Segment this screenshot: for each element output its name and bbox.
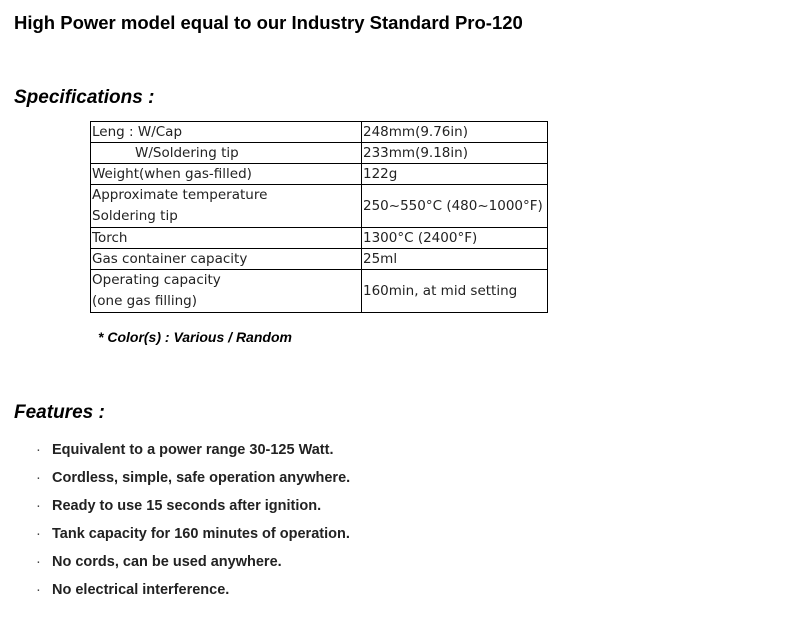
spec-value: 250~550°C (480~1000°F) — [362, 185, 548, 228]
bullet-icon: · — [36, 554, 41, 570]
spec-row-weight — [91, 164, 548, 185]
feature-item — [36, 470, 350, 498]
bullet-icon: · — [36, 526, 41, 542]
spec-label-line: Approximate temperature — [92, 187, 268, 203]
feature-text: No cords, can be used anywhere. — [52, 554, 282, 570]
feature-text: Tank capacity for 160 minutes of operation. — [52, 526, 350, 542]
bullet-icon: · — [36, 442, 41, 458]
spec-label-line: (one gas filling) — [92, 293, 197, 309]
specifications-title: Specifications : — [14, 87, 155, 108]
spec-label: Gas container capacity — [91, 249, 362, 270]
spec-row-gas-capacity — [91, 249, 548, 270]
feature-text: No electrical interference. — [52, 582, 230, 598]
bullet-icon: · — [36, 498, 41, 514]
spec-label — [91, 270, 362, 313]
features-list — [36, 442, 350, 610]
feature-text: Equivalent to a power range 30-125 Watt. — [52, 442, 334, 458]
spec-label: Torch — [91, 228, 362, 249]
color-note: * Color(s) : Various / Random — [98, 329, 292, 345]
spec-row-operating-capacity — [91, 270, 548, 313]
spec-label: Leng : W/Cap — [91, 122, 362, 143]
feature-item — [36, 582, 350, 610]
feature-text: Cordless, simple, safe operation anywhere. — [52, 470, 351, 486]
spec-row-length-cap — [91, 122, 548, 143]
spec-label-line: Operating capacity — [92, 272, 221, 288]
spec-label: Weight(when gas-filled) — [91, 164, 362, 185]
spec-value: 25ml — [362, 249, 548, 270]
spec-label: W/Soldering tip — [91, 143, 362, 164]
feature-item — [36, 526, 350, 554]
specifications-table — [90, 121, 548, 313]
spec-label — [91, 185, 362, 228]
spec-value: 233mm(9.18in) — [362, 143, 548, 164]
spec-value: 160min, at mid setting — [362, 270, 548, 313]
feature-item — [36, 442, 350, 470]
feature-item — [36, 498, 350, 526]
spec-row-length-tip — [91, 143, 548, 164]
features-title: Features : — [14, 402, 105, 423]
feature-text: Ready to use 15 seconds after ignition. — [52, 498, 322, 514]
bullet-icon: · — [36, 470, 41, 486]
page-headline: High Power model equal to our Industry Standard Pro-120 — [14, 12, 523, 33]
spec-row-torch — [91, 228, 548, 249]
spec-label-line: Soldering tip — [92, 208, 178, 224]
spec-value: 122g — [362, 164, 548, 185]
feature-item — [36, 554, 350, 582]
spec-value: 1300°C (2400°F) — [362, 228, 548, 249]
bullet-icon: · — [36, 582, 41, 598]
spec-row-temperature — [91, 185, 548, 228]
spec-value: 248mm(9.76in) — [362, 122, 548, 143]
